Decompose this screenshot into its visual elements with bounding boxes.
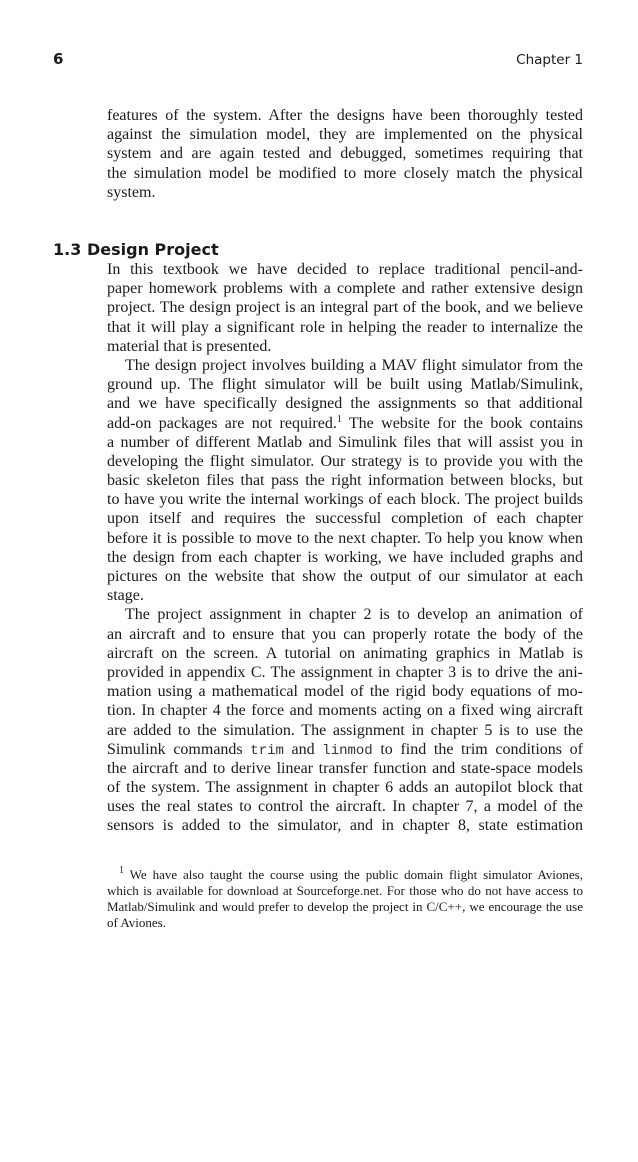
- footnote: [107, 867, 583, 931]
- code-term: trim: [250, 742, 284, 759]
- text-line: mation using a mathematical model of the rigid body equations of mo-: [107, 683, 583, 701]
- text-line: an aircraft and to ensure that you can properly rotate the body of the: [107, 625, 583, 643]
- text-line: the simulation model be modified to more closely match the physical: [107, 164, 583, 182]
- text-line: add-on packages are not required.$^1$ The website for the book contains: [107, 413, 583, 432]
- text-line: upon itself and requires the successful completion of each chapter: [107, 510, 583, 528]
- footnote-line: $^1$ We have also taught the course using the public domain flight simulator Aviones,: [119, 865, 583, 882]
- text-line: tion. In chapter 4 the force and moments acting on a fixed wing aircraft: [107, 702, 583, 720]
- text-line: paper homework problems with a complete and rather extensive design: [107, 280, 583, 298]
- text-line: features of the system. After the designs have been thoroughly tested: [107, 107, 583, 124]
- text-line: system and are again tested and debugged, sometimes requiring that: [107, 145, 583, 163]
- text-line: uses the real states to control the aircraft. In chapter 7, a model of the: [107, 798, 583, 816]
- text-line: are added to the simulation. The assignment in chapter 5 is to use the: [107, 721, 583, 739]
- text-line: to have you write the internal workings of each block. The project builds: [107, 491, 583, 509]
- text-line: before it is possible to move to the next chapter. To help you know when: [107, 529, 583, 547]
- paragraph: [107, 356, 583, 605]
- footnote-marker: 1: [119, 865, 124, 876]
- footnote-line: which is available for download at Sourceforge.net. For those who do not have access to: [107, 883, 583, 898]
- text-line: The design project involves building a MAV flight simulator from the: [125, 356, 583, 374]
- text-line: sensors is added to the simulator, and in chapter 8, state estimation: [107, 817, 583, 835]
- text-line: Simulink commands trim and linmod to find the trim conditions of: [107, 740, 584, 759]
- text-line: the design from each chapter is working, we have included graphs and: [107, 548, 583, 566]
- text-line: In this textbook we have decided to replace traditional pencil-and-: [107, 261, 583, 278]
- text-line: developing the flight simulator. Our strategy is to provide you with the: [107, 452, 583, 470]
- section-number: 1.3: [53, 240, 82, 259]
- text-line: against the simulation model, they are implemented on the physical: [107, 126, 583, 144]
- footnote-line: Matlab/Simulink and would prefer to develop the project in C/C++, we encourage the use: [107, 899, 583, 914]
- text-line: basic skeleton files that pass the right information between blocks, but: [107, 472, 583, 490]
- paragraph: [107, 260, 583, 356]
- text-line: stage.: [107, 587, 144, 605]
- text-line: and we have specifically designed the assignments so that additional: [107, 395, 583, 413]
- footnote-marker: 1: [336, 413, 342, 425]
- text-line: ground up. The flight simulator will be built using Matlab/Simulink,: [107, 376, 583, 394]
- code-term: linmod: [322, 742, 373, 759]
- paragraph: [107, 605, 583, 835]
- text-line: pictures on the website that show the output of our simulator at each: [107, 568, 583, 585]
- text-line: the aircraft and to derive linear transfer function and state-space models: [107, 759, 583, 777]
- footnote-line: of Aviones.: [107, 915, 166, 930]
- intro-paragraph: [107, 106, 583, 202]
- running-title: Chapter 1: [516, 52, 583, 68]
- text-line: of the system. The assignment in chapter 6 adds an autopilot block that: [107, 779, 583, 797]
- text-line: system.: [107, 183, 156, 201]
- section-body: [107, 260, 583, 836]
- section-heading: [53, 240, 219, 259]
- text-line: that it will play a significant role in helping the reader to internalize the: [107, 318, 583, 336]
- text-line: a number of different Matlab and Simulink files that will assist you in: [107, 433, 583, 451]
- text-line: The project assignment in chapter 2 is to develop an animation of: [125, 606, 583, 624]
- section-title: Design Project: [87, 240, 219, 259]
- page-number: 6: [53, 50, 64, 68]
- text-line: provided in appendix C. The assignment in chapter 3 is to drive the ani-: [107, 663, 583, 681]
- text-line: material that is presented.: [107, 337, 272, 355]
- text-line: project. The design project is an integral part of the book, and we believe: [107, 299, 583, 317]
- text-line: aircraft on the screen. A tutorial on animating graphics in Matlab is: [107, 644, 583, 662]
